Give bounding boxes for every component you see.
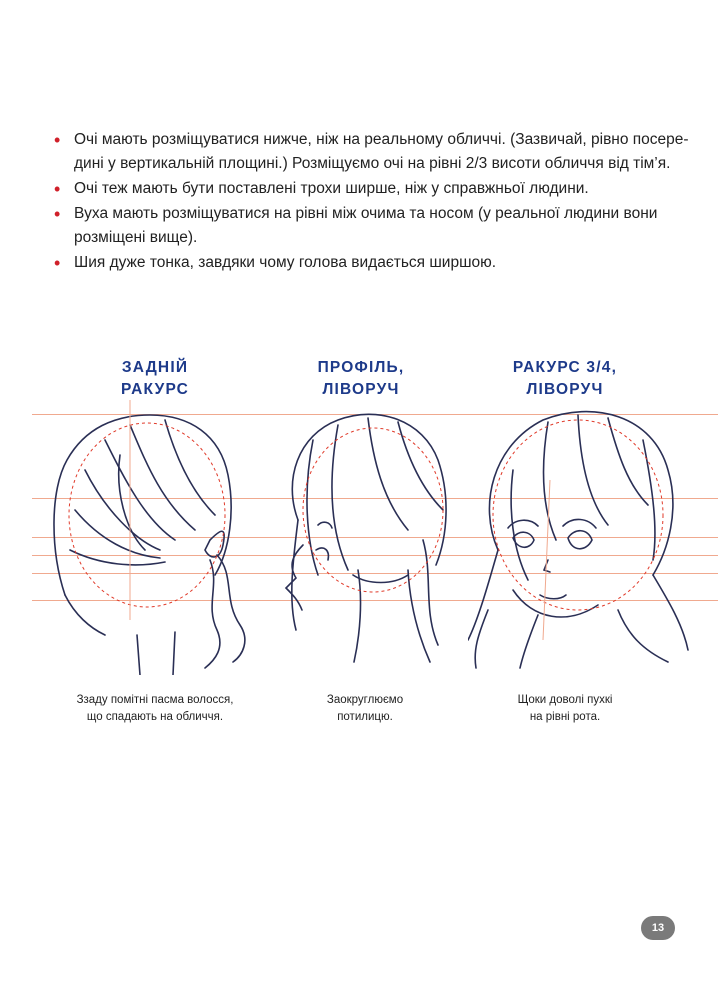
caption-line: потилицю. <box>337 711 393 723</box>
caption-back <box>40 692 270 726</box>
caption-line: на рівні рота. <box>529 711 601 723</box>
heading-line: РАКУРС <box>120 381 189 398</box>
bullet-text: Очі теж мають бути поставлені трохи ширше, ніж у справжньої людини. <box>74 180 589 197</box>
back-view-head-illustration <box>45 400 255 675</box>
heading-line: ЛІВОРУЧ <box>322 381 400 398</box>
page-number-badge: 13 <box>641 916 675 940</box>
bullet-dot-icon: • <box>54 130 61 150</box>
bullet-text: Шия дуже тонка, завдяки чому голова видається ширшою. <box>74 254 497 271</box>
caption-line: Щоки доволі пухкі <box>517 694 613 706</box>
caption-line: Заокруглюємо <box>326 694 404 706</box>
bullet-item <box>50 202 700 250</box>
view-heading-profile <box>266 357 456 401</box>
bullet-item <box>50 251 700 275</box>
bullet-dot-icon: • <box>54 179 61 199</box>
bullet-text: Очі мають розміщуватися нижче, ніж на реальному обличчі. (Зазвичай, рівно посере-дині у вертикальній площині.) Розміщуємо очі на рівні 2/3 висоти обличчя від тім’я. <box>74 131 689 172</box>
bullet-text: Вуха мають розміщуватися на рівні між очима та носом (у реальної людини вони розміщені вище). <box>74 205 658 246</box>
heading-line: ЛІВОРУЧ <box>526 381 604 398</box>
caption-line: Ззаду помітні пасма волосся, <box>76 694 234 706</box>
bullet-item <box>50 128 700 176</box>
caption-three-quarter <box>470 692 660 726</box>
caption-profile <box>270 692 460 726</box>
heading-line: ЗАДНІЙ <box>121 359 189 376</box>
three-quarter-view-head-illustration <box>468 400 693 675</box>
bullet-list <box>50 128 700 276</box>
profile-view-head-illustration <box>258 400 468 675</box>
heading-line: РАКУРС 3/4, <box>512 359 618 376</box>
bullet-item <box>50 177 700 201</box>
bullet-dot-icon: • <box>54 253 61 273</box>
view-heading-three-quarter <box>470 357 660 401</box>
bullet-dot-icon: • <box>54 204 61 224</box>
heading-line: ПРОФІЛЬ, <box>317 359 405 376</box>
caption-line: що спадають на обличчя. <box>86 711 224 723</box>
view-heading-back <box>60 357 250 401</box>
